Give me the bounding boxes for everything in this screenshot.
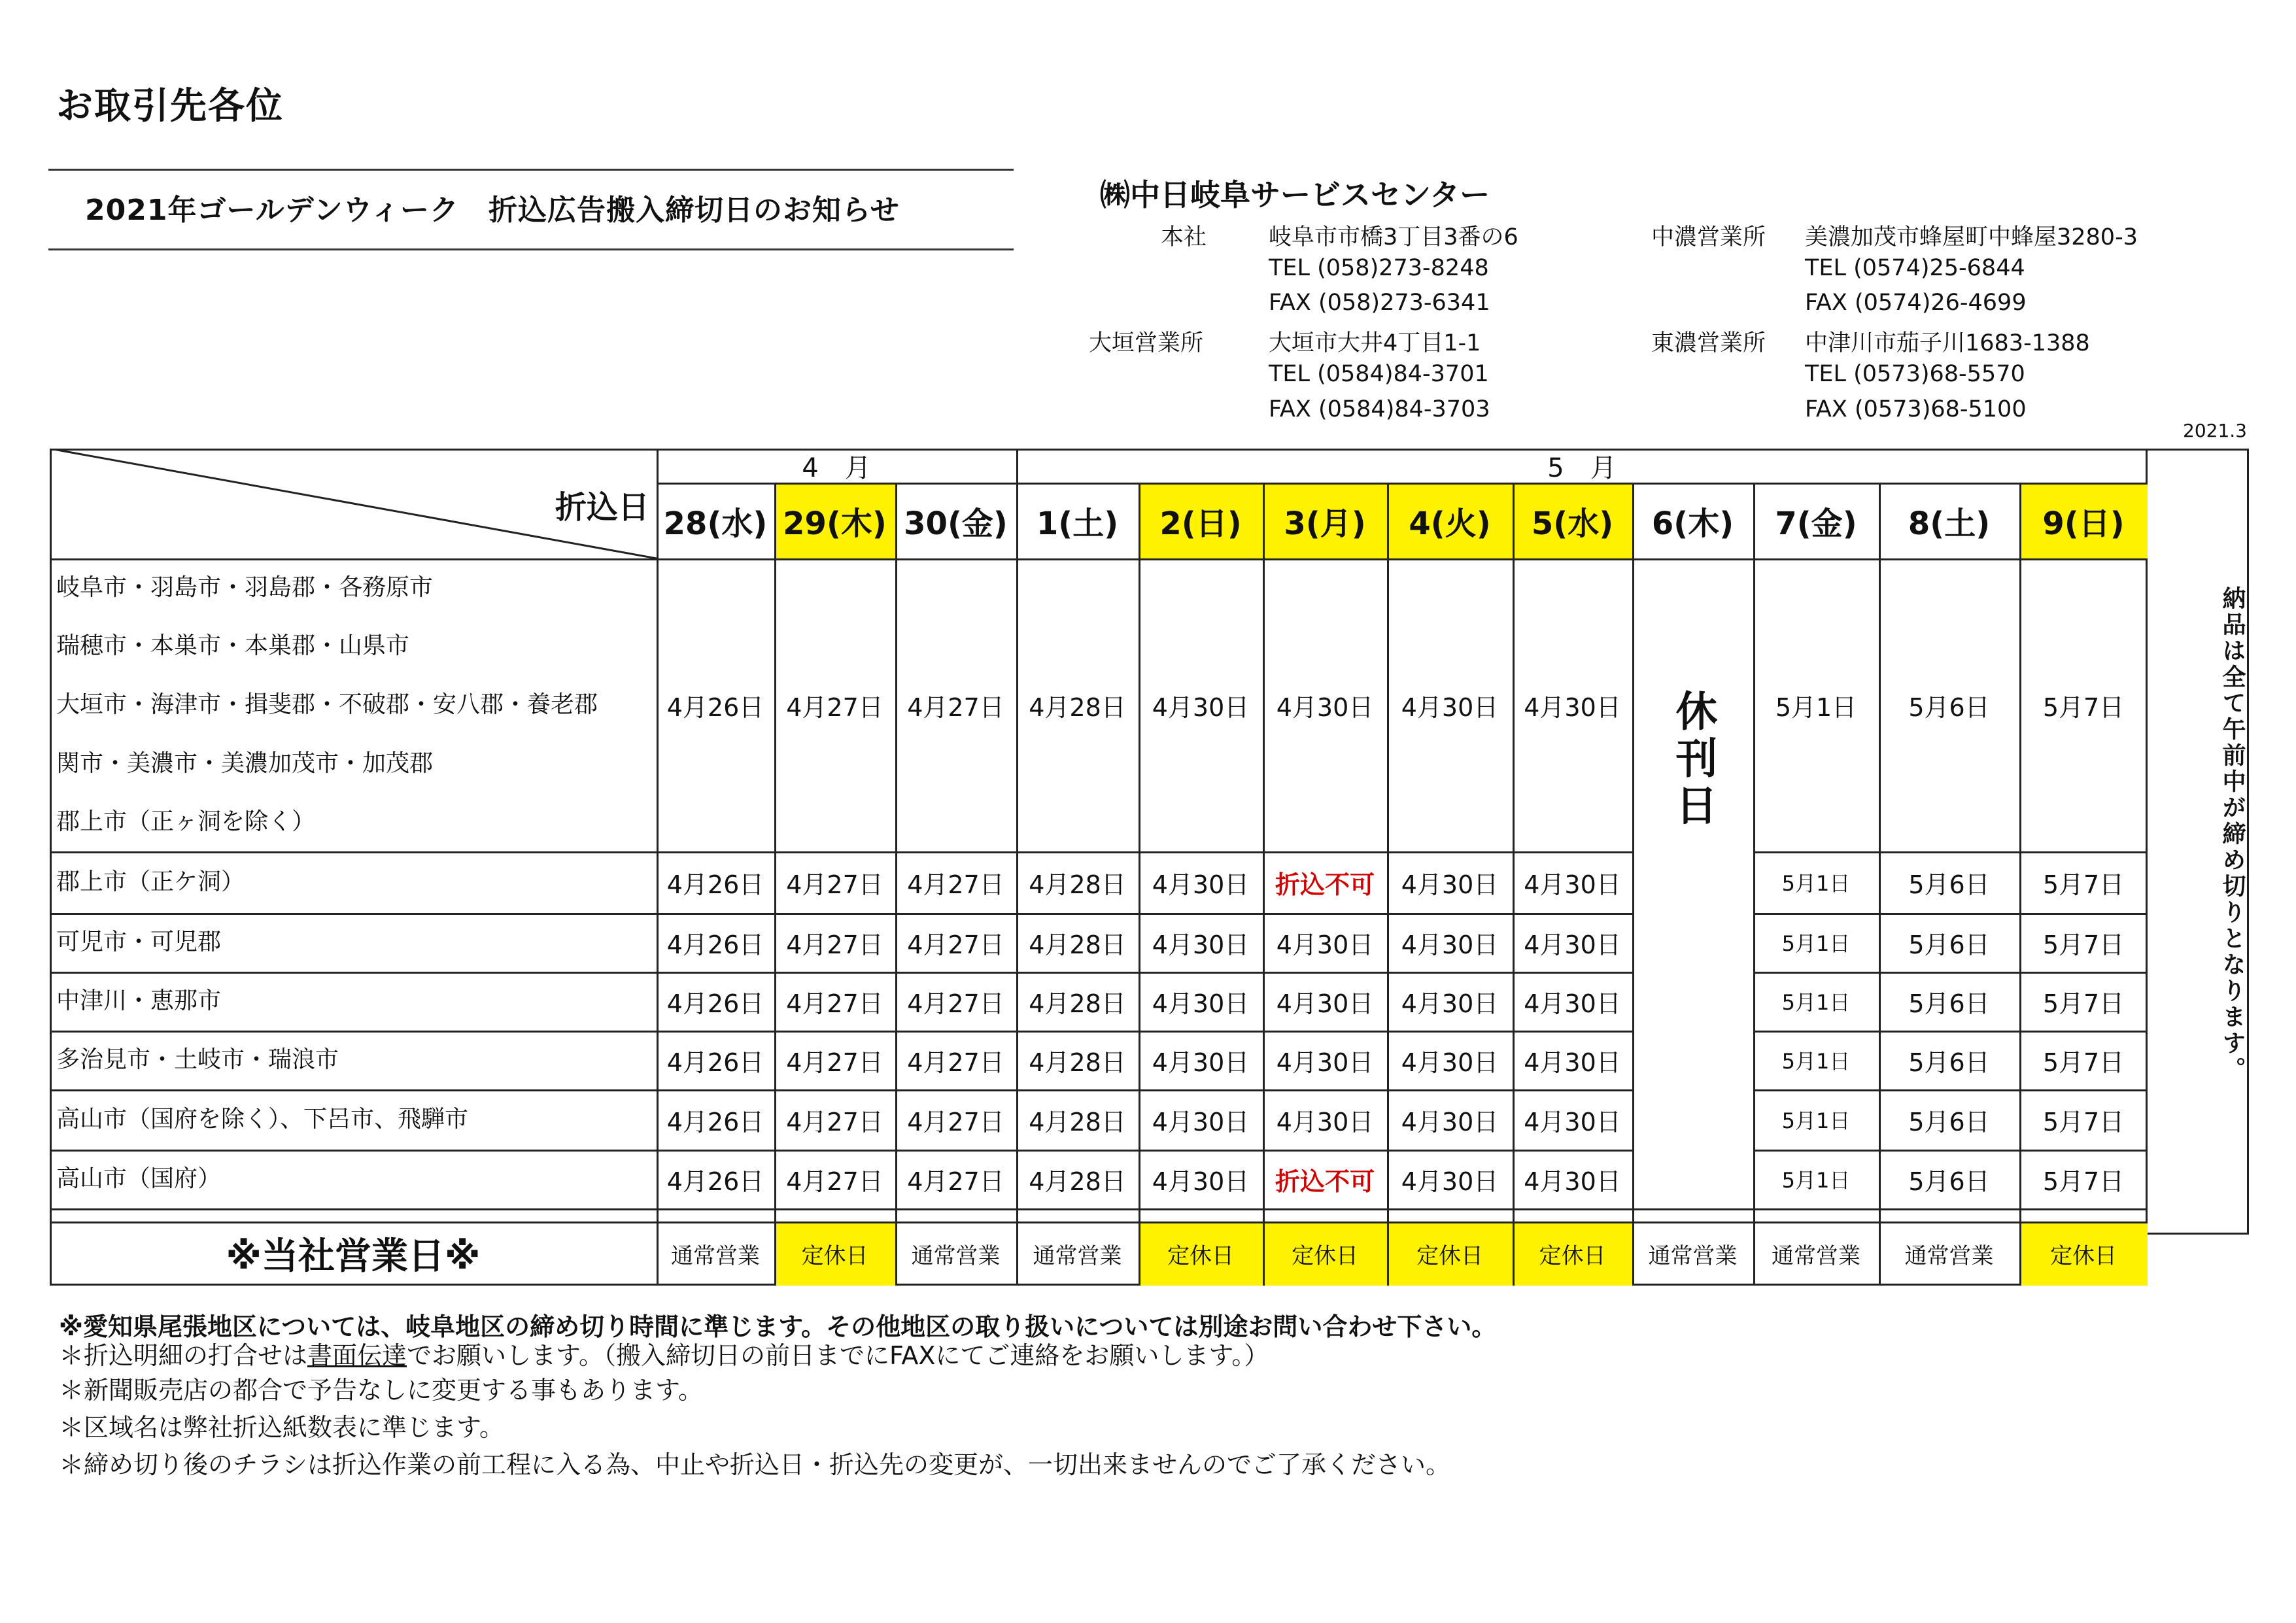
title-rule-top [48, 169, 1014, 171]
grid-line [1753, 1089, 2148, 1091]
deadline-cell: 4月30日 [1524, 1107, 1621, 1136]
grid-line [1753, 483, 1755, 1286]
day-header: 5(水) [1513, 483, 1632, 558]
deadline-cell: 4月26日 [666, 1107, 764, 1136]
deadline-cell: 4月26日 [666, 870, 764, 899]
deadline-cell: 4月26日 [666, 930, 764, 959]
office-name: 東濃営業所 [1651, 330, 1766, 356]
area-name: 関市・美濃市・美濃加茂市・加茂郡 [56, 749, 434, 777]
no-paper-day-label: 休刊日 [1668, 689, 1717, 830]
deadline-cell: 4月30日 [1401, 1107, 1499, 1136]
deadline-cell: 4月27日 [786, 989, 883, 1018]
deadline-cell: 4月26日 [666, 1048, 764, 1077]
title-rule-bottom [48, 248, 1014, 250]
deadline-cell: 折込不可 [1275, 1167, 1375, 1196]
business-day-cell: 通常営業 [671, 1242, 760, 1269]
office-fax: FAX (058)273-6341 [1269, 290, 1490, 316]
area-name: 中津川・恵那市 [56, 987, 222, 1014]
business-day-cell: 定休日 [1387, 1222, 1513, 1286]
note-text: でお願いします。（搬入締切日の前日までにFAXにてご連絡をお願いします。） [407, 1341, 1269, 1370]
office-address: 大垣市大井4丁目1-1 [1269, 330, 1481, 356]
business-day-cell: 通常営業 [911, 1242, 1001, 1269]
deadline-cell: 4月28日 [1029, 870, 1126, 899]
deadline-cell: 5月6日 [1908, 1167, 1990, 1196]
deadline-cell: 4月27日 [907, 1048, 1004, 1077]
deadline-cell: 4月30日 [1401, 1167, 1499, 1196]
deadline-cell: 4月30日 [1401, 1048, 1499, 1077]
deadline-cell: 4月28日 [1029, 930, 1126, 959]
grid-line [50, 972, 1632, 974]
deadline-cell: 5月7日 [2042, 870, 2125, 899]
note-emphasis: 書面伝達 [307, 1341, 407, 1370]
day-header: 6(木) [1651, 505, 1734, 542]
deadline-cell: 4月28日 [1029, 692, 1126, 722]
deadline-cell: 4月30日 [1524, 1167, 1621, 1196]
deadline-cell: 5月7日 [2042, 989, 2125, 1018]
grid-line [50, 1208, 2148, 1210]
area-name: 郡上市（正ケ洞） [56, 868, 245, 895]
area-name: 高山市（国府を除く）、下呂市、飛騨市 [56, 1106, 469, 1133]
office-name: 本社 [1161, 224, 1207, 250]
note-text: ＊折込明細の打合せは [59, 1341, 308, 1370]
deadline-cell: 5月6日 [1908, 989, 1990, 1018]
deadline-cell: 4月30日 [1276, 1107, 1374, 1136]
side-note: 納品は全て午前中が締め切りとなります。 [2219, 586, 2246, 1083]
deadline-cell: 4月30日 [1401, 692, 1499, 722]
office-address: 美濃加茂市蜂屋町中蜂屋3280-3 [1805, 224, 2138, 250]
deadline-cell: 5月6日 [1908, 1048, 1990, 1077]
office-tel: TEL (0573)68-5570 [1805, 361, 2025, 387]
business-day-cell: 通常営業 [1648, 1242, 1738, 1269]
deadline-cell: 5月7日 [2042, 1167, 2125, 1196]
deadline-cell: 4月30日 [1401, 870, 1499, 899]
grid-line [1753, 913, 2148, 915]
deadline-cell: 4月27日 [907, 1107, 1004, 1136]
grid-line [1139, 483, 1140, 1286]
deadline-cell: 4月26日 [666, 692, 764, 722]
business-day-cell: 定休日 [1513, 1222, 1632, 1286]
deadline-cell: 4月27日 [786, 1107, 883, 1136]
area-name: 多治見市・土岐市・瑞浪市 [56, 1046, 339, 1073]
note-line [59, 1444, 1450, 1480]
business-day-cell: 通常営業 [1033, 1242, 1122, 1269]
month-header: 5 月 [1547, 453, 1617, 483]
office-name: 大垣営業所 [1089, 330, 1204, 356]
deadline-cell: 4月27日 [907, 870, 1004, 899]
note-text: ＊新聞販売店の都合で予告なしに変更する事もあります。 [59, 1376, 703, 1405]
deadline-cell: 4月30日 [1276, 989, 1374, 1018]
deadline-cell: 4月27日 [786, 870, 883, 899]
deadline-cell: 5月1日 [1781, 931, 1851, 956]
area-name: 高山市（国府） [56, 1165, 222, 1192]
deadline-cell: 4月28日 [1029, 1107, 1126, 1136]
grid-line [50, 851, 1632, 853]
deadline-cell: 折込不可 [1275, 870, 1375, 899]
deadline-cell: 4月30日 [1276, 1048, 1374, 1077]
day-header: 9(日) [2019, 483, 2148, 558]
deadline-cell: 4月30日 [1152, 870, 1250, 899]
grid-line [50, 558, 2148, 560]
deadline-cell: 5月7日 [2042, 692, 2125, 722]
day-header: 7(金) [1775, 505, 1857, 542]
business-day-cell: 通常営業 [1904, 1242, 1994, 1269]
grid-line [1879, 483, 1881, 1286]
grid-line [1632, 483, 1634, 1286]
day-header: 28(水) [663, 505, 768, 542]
office-tel: TEL (058)273-8248 [1269, 255, 1489, 281]
day-header: 4(火) [1387, 483, 1513, 558]
grid-line [1753, 972, 2148, 974]
day-header: 8(土) [1908, 505, 1991, 542]
grid-line [1387, 483, 1389, 1286]
office-fax: FAX (0584)84-3703 [1269, 396, 1490, 422]
business-day-label: ※当社営業日※ [226, 1235, 481, 1278]
office-address: 岐阜市市橋3丁目3番の6 [1269, 224, 1518, 250]
deadline-cell: 5月6日 [1908, 692, 1990, 722]
deadline-cell: 4月27日 [786, 692, 883, 722]
deadline-cell: 4月30日 [1276, 692, 1374, 722]
deadline-cell: 4月30日 [1524, 1048, 1621, 1077]
deadline-cell: 4月28日 [1029, 1048, 1126, 1077]
note-text: ＊区域名は弊社折込紙数表に準じます。 [59, 1413, 504, 1442]
day-header: 30(金) [904, 505, 1008, 542]
grid-line [1016, 449, 1018, 1286]
deadline-cell: 4月27日 [907, 1167, 1004, 1196]
deadline-cell: 5月1日 [1781, 1108, 1851, 1133]
deadline-cell: 4月27日 [786, 1167, 883, 1196]
deadline-cell: 4月27日 [907, 930, 1004, 959]
grid-line [50, 1150, 1632, 1152]
deadline-cell: 5月1日 [1781, 871, 1851, 896]
deadline-cell: 4月30日 [1152, 1167, 1250, 1196]
deadline-cell: 4月30日 [1524, 870, 1621, 899]
office-fax: FAX (0574)26-4699 [1805, 290, 2027, 316]
office-name: 中濃営業所 [1651, 224, 1766, 250]
grid-line [1753, 1150, 2148, 1152]
deadline-cell: 5月7日 [2042, 930, 2125, 959]
grid-line [657, 449, 659, 1286]
note-text: ※愛知県尾張地区については、岐阜地区の締め切り時間に準じます。その他地区の取り扱いについては別途お問い合わせ下さい。 [59, 1312, 1497, 1341]
business-day-cell: 通常営業 [1772, 1242, 1860, 1269]
deadline-cell: 5月1日 [1781, 990, 1851, 1015]
grid-line [50, 1089, 1632, 1091]
document-date: 2021.3 [2183, 420, 2247, 441]
note-line [59, 1370, 703, 1406]
office-tel: TEL (0574)25-6844 [1805, 255, 2025, 281]
area-name: 郡上市（正ヶ洞を除く） [56, 808, 316, 836]
grid-line [1753, 1031, 2148, 1033]
insert-day-label: 折込日 [555, 488, 649, 526]
note-text: ＊締め切り後のチラシは折込作業の前工程に入る為、中止や折込日・折込先の変更が、一切出来ませんのでご了承ください。 [59, 1450, 1451, 1479]
deadline-cell: 4月27日 [786, 930, 883, 959]
month-header: 4 月 [802, 453, 871, 483]
deadline-cell: 4月28日 [1029, 989, 1126, 1018]
business-day-cell: 定休日 [1139, 1222, 1263, 1286]
deadline-cell: 5月6日 [1908, 870, 1990, 899]
grid-line [2019, 483, 2021, 1286]
business-day-cell: 定休日 [1263, 1222, 1387, 1286]
day-header: 3(月) [1263, 483, 1387, 558]
deadline-cell: 4月30日 [1152, 930, 1250, 959]
deadline-cell: 4月30日 [1152, 989, 1250, 1018]
deadline-cell: 5月7日 [2042, 1048, 2125, 1077]
office-address: 中津川市茄子川1683-1388 [1805, 330, 2090, 356]
area-name: 瑞穂市・本巣市・本巣郡・山県市 [56, 632, 410, 660]
deadline-table [50, 449, 2249, 1286]
deadline-cell: 5月1日 [1775, 692, 1857, 722]
deadline-cell: 4月30日 [1401, 989, 1499, 1018]
notice-title: 2021年ゴールデンウィーク 折込広告搬入締切日のお知らせ [85, 194, 900, 227]
grid-line [1513, 483, 1515, 1286]
deadline-cell: 4月30日 [1152, 1048, 1250, 1077]
deadline-cell: 4月26日 [666, 989, 764, 1018]
deadline-cell: 4月30日 [1152, 1107, 1250, 1136]
grid-line [657, 483, 2148, 485]
deadline-cell: 5月7日 [2042, 1107, 2125, 1136]
grid-line [1753, 851, 2148, 853]
day-header: 1(土) [1036, 505, 1119, 542]
office-fax: FAX (0573)68-5100 [1805, 396, 2027, 422]
area-name: 岐阜市・羽島市・羽島郡・各務原市 [56, 573, 434, 601]
deadline-cell: 5月1日 [1781, 1049, 1851, 1074]
note-line [59, 1407, 504, 1443]
deadline-cell: 4月28日 [1029, 1167, 1126, 1196]
deadline-cell: 4月30日 [1524, 989, 1621, 1018]
grid-line [774, 483, 776, 1286]
deadline-cell: 4月27日 [907, 692, 1004, 722]
grid-line [50, 1222, 2148, 1223]
day-header: 2(日) [1139, 483, 1263, 558]
deadline-cell: 4月30日 [1524, 930, 1621, 959]
deadline-cell: 4月30日 [1152, 692, 1250, 722]
deadline-cell: 4月30日 [1401, 930, 1499, 959]
business-day-cell: 定休日 [2019, 1222, 2148, 1286]
grid-line [50, 913, 1632, 915]
deadline-cell: 4月26日 [666, 1167, 764, 1196]
salutation: お取引先各位 [56, 85, 284, 128]
deadline-cell: 4月27日 [907, 989, 1004, 1018]
grid-line [50, 1031, 1632, 1033]
deadline-cell: 4月30日 [1276, 930, 1374, 959]
grid-line [1263, 483, 1265, 1286]
company-name: ㈱中日岐阜サービスセンター [1100, 177, 1490, 213]
office-tel: TEL (0584)84-3701 [1269, 361, 1489, 387]
deadline-cell: 4月30日 [1524, 692, 1621, 722]
deadline-cell: 4月27日 [786, 1048, 883, 1077]
business-day-cell: 定休日 [774, 1222, 895, 1286]
day-header: 29(木) [774, 483, 895, 558]
area-name: 可児市・可児郡 [56, 929, 222, 955]
deadline-cell: 5月6日 [1908, 930, 1990, 959]
deadline-cell: 5月1日 [1781, 1168, 1851, 1193]
deadline-cell: 5月6日 [1908, 1107, 1990, 1136]
grid-line [895, 483, 897, 1286]
area-name: 大垣市・海津市・揖斐郡・不破郡・安八郡・養老郡 [56, 691, 598, 718]
note-line [59, 1335, 1269, 1371]
